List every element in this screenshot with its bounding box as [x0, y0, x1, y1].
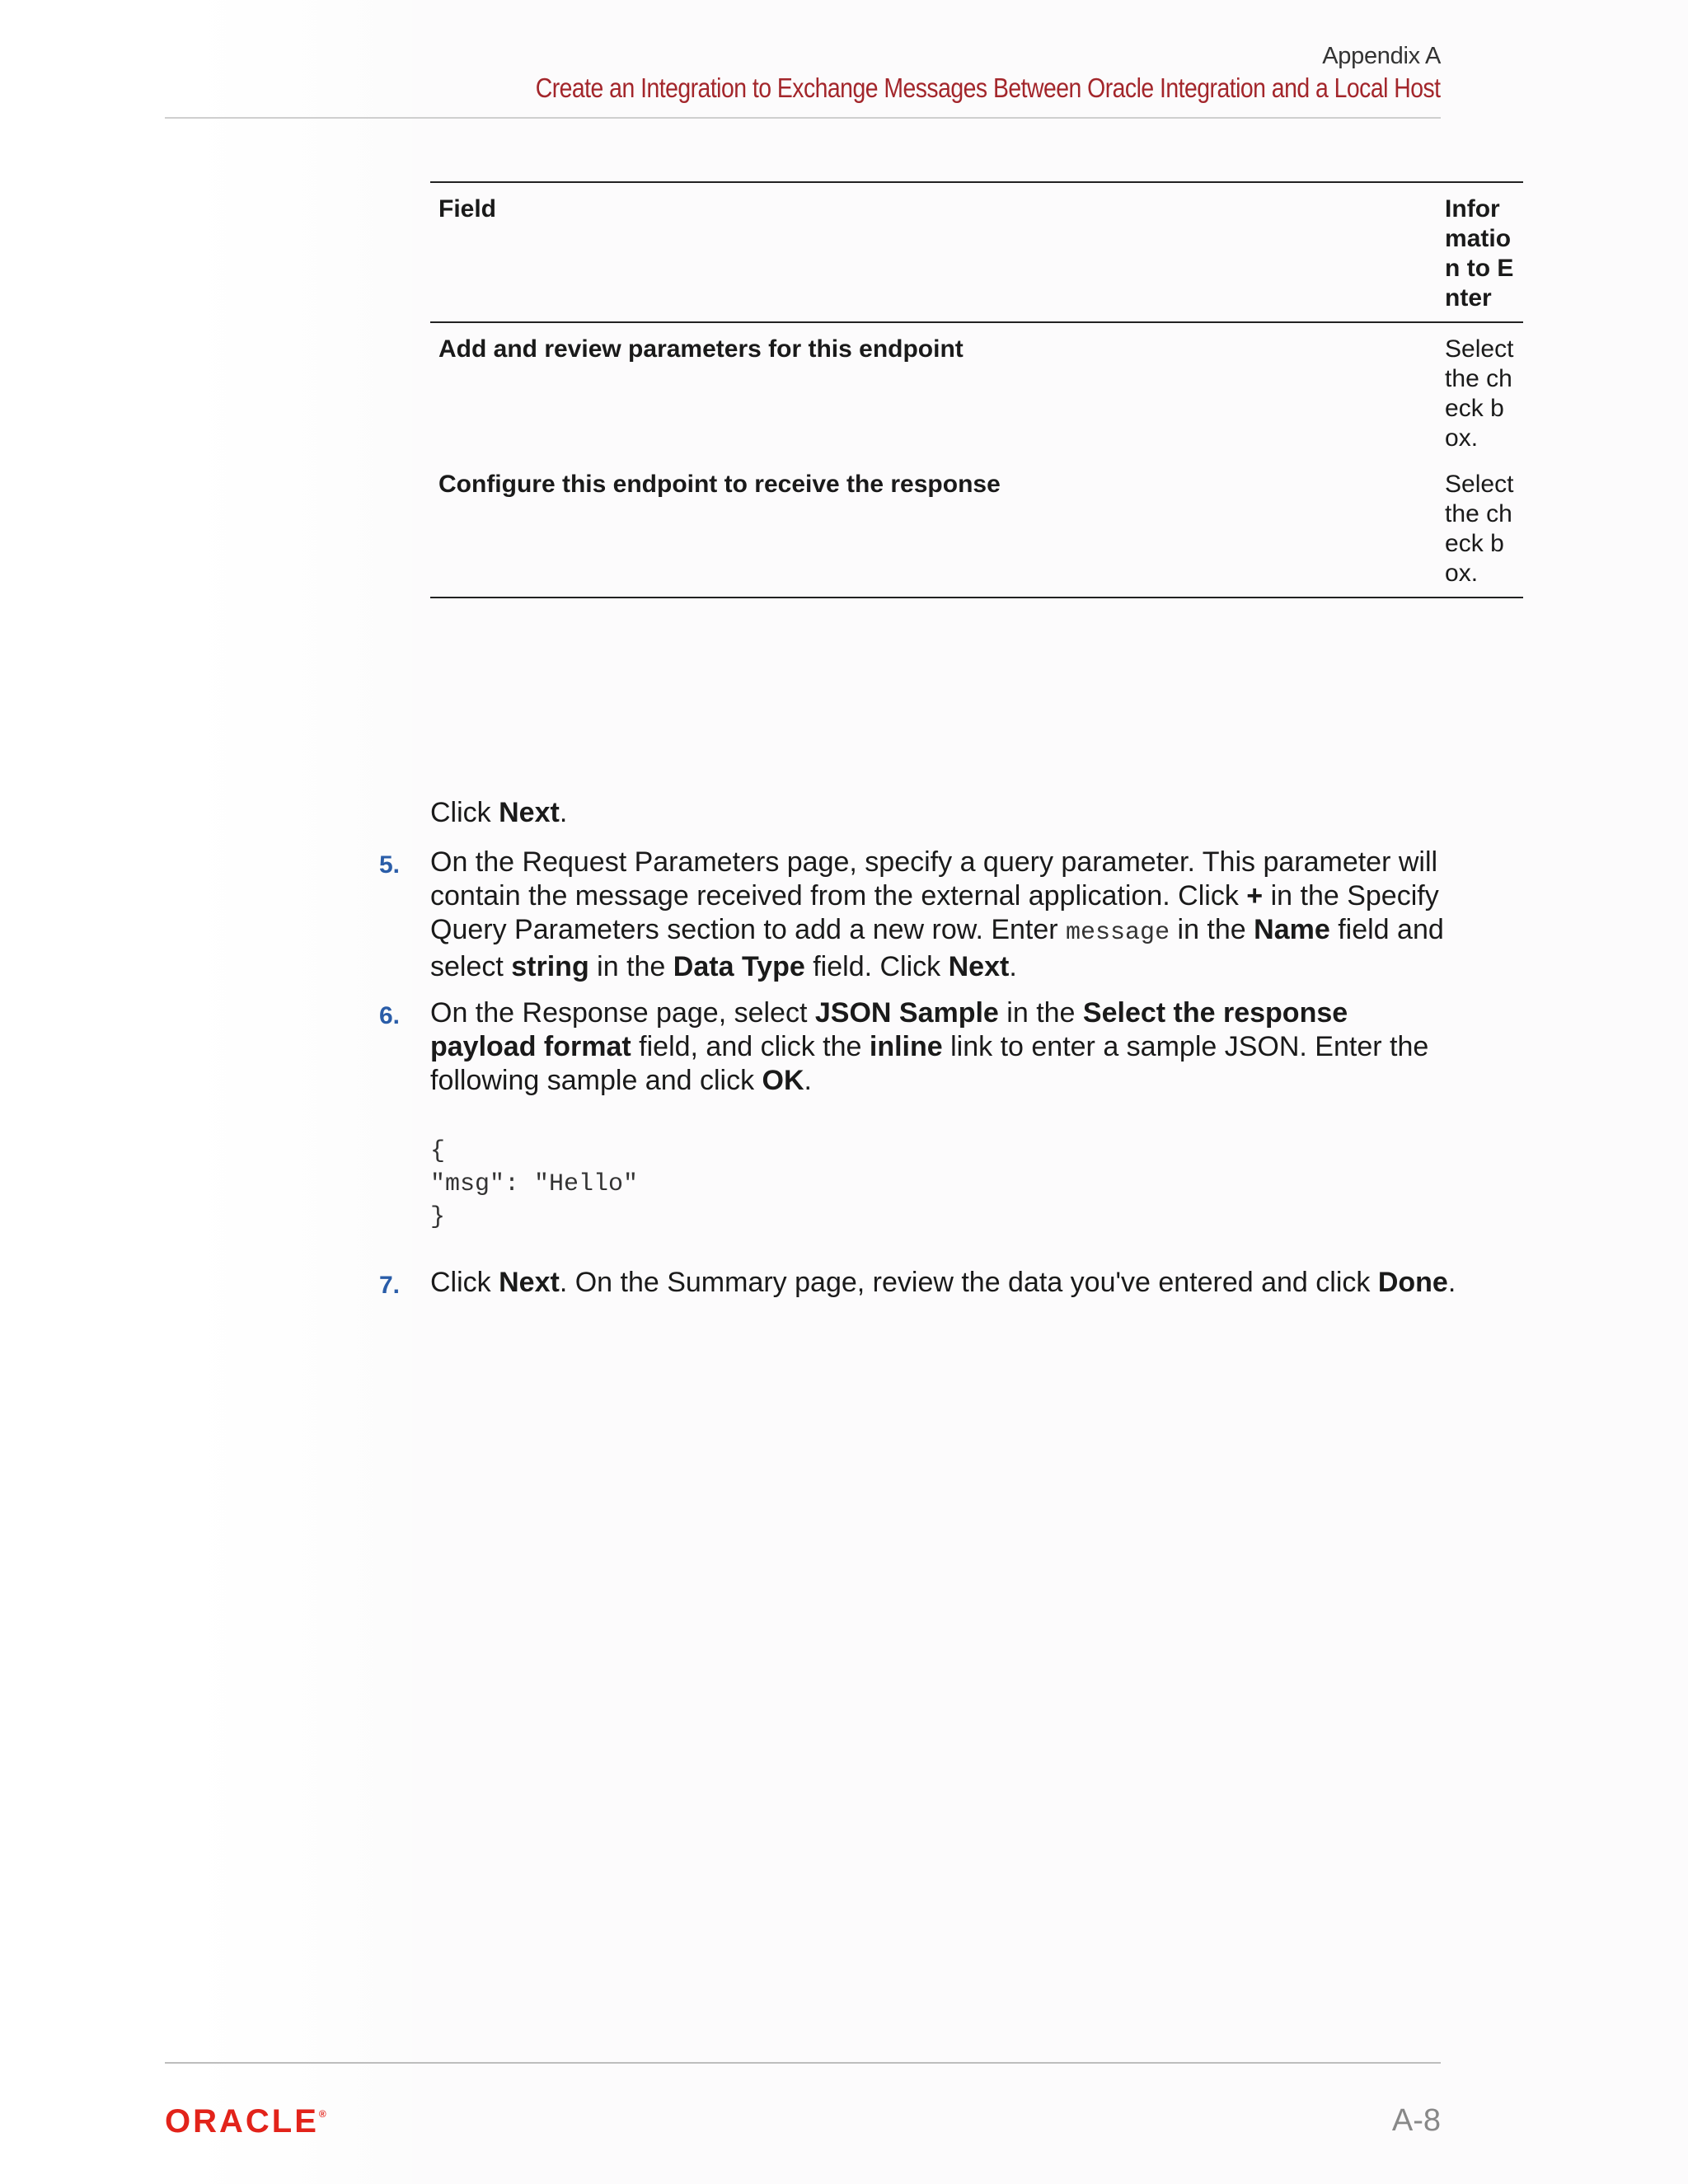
registered-mark: ® — [318, 2107, 326, 2120]
text: in the — [588, 951, 673, 982]
step-7-text — [430, 1266, 1502, 1300]
table-row — [430, 458, 1523, 598]
text: in the Specify Query Parameters section to add a new row. Enter — [430, 880, 1439, 945]
bold-text: Data Type — [673, 951, 805, 982]
text: . — [559, 797, 568, 828]
inline-code: message — [1066, 919, 1170, 947]
header-divider — [165, 117, 1441, 119]
bold-text: JSON Sample — [814, 997, 999, 1029]
table-cell-info: Select the check box. — [1445, 335, 1514, 452]
field-info-table — [430, 181, 1523, 598]
text: field. Click — [804, 951, 949, 982]
bold-text: OK — [762, 1065, 804, 1096]
bold-text: Next — [948, 951, 1010, 982]
text: Click — [430, 797, 499, 828]
column-header-field: Field — [438, 195, 497, 223]
text: in the — [1170, 914, 1254, 945]
table-row — [430, 322, 1523, 458]
text: On the Request Parameters page, specify a query parameter. This parameter will contain the message received from the external application. Click — [430, 846, 1438, 912]
bold-text: Select the response payload format — [430, 997, 1348, 1062]
step-5-text — [430, 846, 1452, 984]
json-code-sample: { "msg": "Hello" } — [430, 1137, 639, 1231]
bold-text: inline — [869, 1031, 943, 1062]
step-number: 7. — [379, 1272, 401, 1299]
bold-text: Name — [1254, 914, 1330, 945]
header-appendix-label: Appendix A — [1322, 43, 1441, 69]
table-cell-field: Add and review parameters for this endpoint — [438, 335, 964, 363]
page-number: A-8 — [1391, 2103, 1441, 2138]
text: . — [1447, 1267, 1456, 1298]
bold-text: Next — [499, 1267, 560, 1298]
table-cell-field: Configure this endpoint to receive the response — [438, 471, 1001, 498]
page-margin — [0, 0, 190, 2184]
table-header-row — [430, 182, 1523, 322]
bold-text: string — [511, 951, 589, 982]
text: . On the Summary page, review the data you've entered and click — [559, 1267, 1378, 1298]
table-cell-info: Select the check box. — [1445, 471, 1514, 587]
step-number: 5. — [379, 851, 401, 879]
page-margin-gradient — [190, 0, 412, 2184]
bold-text: Next — [499, 797, 560, 828]
oracle-logo — [165, 2103, 326, 2140]
step-number: 6. — [379, 1002, 401, 1029]
text: field, and click the — [631, 1031, 870, 1062]
text: in the — [998, 997, 1083, 1029]
click-next-instruction — [430, 796, 567, 830]
logo-text: ORACLE — [165, 2103, 319, 2139]
text: field and select — [430, 914, 1444, 982]
text: On the Response page, select — [430, 997, 815, 1029]
text: . — [804, 1065, 812, 1096]
bold-text: + — [1246, 880, 1264, 912]
text: Click — [430, 1267, 499, 1298]
step-6-text — [430, 996, 1452, 1098]
footer-divider — [165, 2062, 1441, 2064]
text: link to enter a sample JSON. Enter the following sample and click — [430, 1031, 1429, 1096]
text: . — [1009, 951, 1017, 982]
bold-text: Done — [1377, 1267, 1448, 1298]
header-chapter-title: Create an Integration to Exchange Messages Between Oracle Integration and a Local Host — [536, 73, 1441, 103]
column-header-info: Information to Enter — [1445, 195, 1514, 312]
